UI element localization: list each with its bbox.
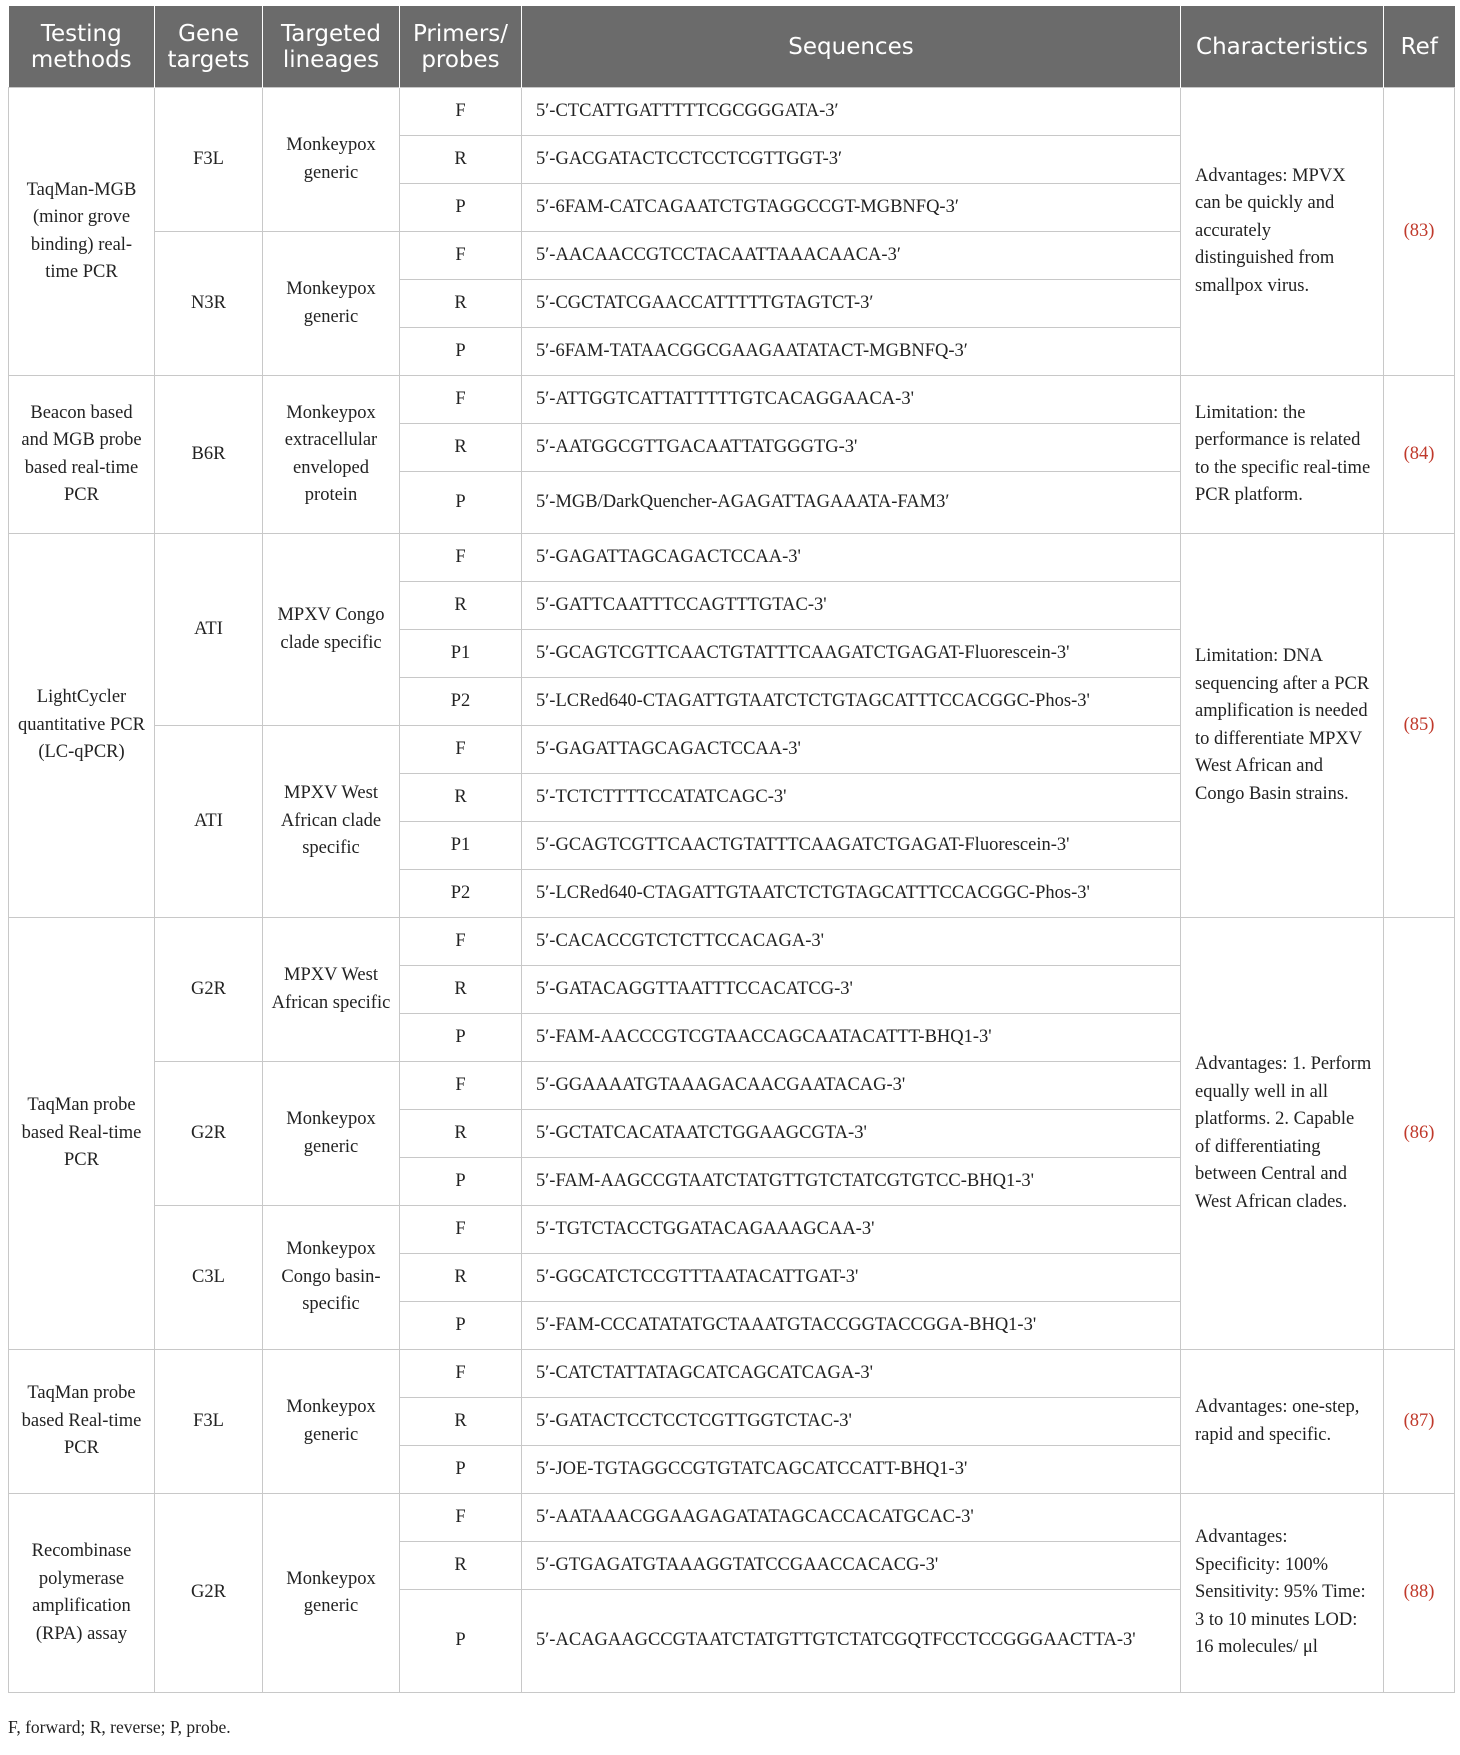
sequence-cell: 5′-FAM-AAGCCGTAATCTATGTTGTCTATCGTGTCC-BHQ1-3' <box>522 1158 1181 1206</box>
sequence-cell: 5′-GCTATCACATAATCTGGAAGCGTA-3' <box>522 1110 1181 1158</box>
table-row <box>9 918 1455 966</box>
gene-target-cell: C3L <box>155 1206 263 1350</box>
testing-method-cell: TaqMan probe based Real-time PCR <box>9 918 155 1350</box>
table-footnote: F, forward; R, reverse; P, probe. <box>8 1717 231 1737</box>
header-sequences: Sequences <box>522 6 1181 88</box>
primer-label-cell: P1 <box>400 822 522 870</box>
gene-target-cell: ATI <box>155 534 263 726</box>
primer-label-cell: P2 <box>400 678 522 726</box>
primer-label-cell: F <box>400 534 522 582</box>
reference-link[interactable]: (83) <box>1384 88 1455 376</box>
header-testing-methods: Testing methods <box>9 6 155 88</box>
primer-label-cell: R <box>400 1110 522 1158</box>
primer-label-cell: R <box>400 424 522 472</box>
primer-label-cell: F <box>400 1062 522 1110</box>
sequence-cell: 5′-GATACTCCTCCTCGTTGGTCTAC-3' <box>522 1398 1181 1446</box>
table-row <box>9 88 1455 136</box>
sequence-cell: 5′-ATTGGTCATTATTTTTGTCACAGGAACA-3' <box>522 376 1181 424</box>
sequence-cell: 5′-AACAACCGTCCTACAATTAAACAACA-3′ <box>522 232 1181 280</box>
characteristics-cell: Limitation: DNA sequencing after a PCR amplification is needed to differentiate MPXV West African and Congo Basin strains. <box>1181 534 1384 918</box>
primer-label-cell: R <box>400 1398 522 1446</box>
primer-label-cell: P2 <box>400 870 522 918</box>
sequence-cell: 5′-CACACCGTCTCTTCCACAGA-3' <box>522 918 1181 966</box>
gene-target-cell: G2R <box>155 918 263 1062</box>
primer-label-cell: P <box>400 1302 522 1350</box>
primer-label-cell: R <box>400 136 522 184</box>
header-ref: Ref <box>1384 6 1455 88</box>
primer-label-cell: F <box>400 918 522 966</box>
sequence-cell: 5′-GAGATTAGCAGACTCCAA-3' <box>522 726 1181 774</box>
gene-target-cell: G2R <box>155 1062 263 1206</box>
sequence-cell: 5′-LCRed640-CTAGATTGTAATCTCTGTAGCATTTCCACGGC-Phos-3' <box>522 870 1181 918</box>
header-primers-probes: Primers/ probes <box>400 6 522 88</box>
primer-label-cell: P <box>400 1590 522 1693</box>
lineage-cell: Monkeypox generic <box>263 1494 400 1693</box>
characteristics-cell: Advantages: one-step, rapid and specific. <box>1181 1350 1384 1494</box>
lineage-cell: Monkeypox generic <box>263 232 400 376</box>
testing-method-cell: TaqMan probe based Real-time PCR <box>9 1350 155 1494</box>
sequence-cell: 5′-6FAM-TATAACGGCGAAGAATATACT-MGBNFQ-3′ <box>522 328 1181 376</box>
sequence-cell: 5′-JOE-TGTAGGCCGTGTATCAGCATCCATT-BHQ1-3' <box>522 1446 1181 1494</box>
testing-method-cell: TaqMan-MGB (minor grove binding) real-time PCR <box>9 88 155 376</box>
sequence-cell: 5′-GTGAGATGTAAAGGTATCCGAACCACACG-3' <box>522 1542 1181 1590</box>
sequence-cell: 5′-GATTCAATTTCCAGTTTGTAC-3' <box>522 582 1181 630</box>
primer-label-cell: F <box>400 1494 522 1542</box>
sequence-cell: 5′-TCTCTTTTCCATATCAGC-3' <box>522 774 1181 822</box>
lineage-cell: Monkeypox generic <box>263 88 400 232</box>
primer-label-cell: R <box>400 774 522 822</box>
table-row <box>9 376 1455 424</box>
sequence-cell: 5′-ACAGAAGCCGTAATCTATGTTGTCTATCGQTFCCTCCGGGAACTTA-3' <box>522 1590 1181 1693</box>
table-row <box>9 534 1455 582</box>
primer-probe-table <box>8 6 1455 1693</box>
reference-link[interactable]: (85) <box>1384 534 1455 918</box>
header-targeted-lineages: Targeted lineages <box>263 6 400 88</box>
primer-label-cell: R <box>400 1254 522 1302</box>
header-characteristics: Characteristics <box>1181 6 1384 88</box>
sequence-cell: 5′-GAGATTAGCAGACTCCAA-3' <box>522 534 1181 582</box>
sequence-cell: 5′-GCAGTCGTTCAACTGTATTTCAAGATCTGAGAT-Fluorescein-3' <box>522 822 1181 870</box>
primer-label-cell: P <box>400 328 522 376</box>
characteristics-cell: Advantages: MPVX can be quickly and accurately distinguished from smallpox virus. <box>1181 88 1384 376</box>
lineage-cell: Monkeypox generic <box>263 1350 400 1494</box>
reference-link[interactable]: (88) <box>1384 1494 1455 1693</box>
primer-table-container <box>8 6 1454 1693</box>
gene-target-cell: F3L <box>155 88 263 232</box>
primer-label-cell: P <box>400 1446 522 1494</box>
sequence-cell: 5′-LCRed640-CTAGATTGTAATCTCTGTAGCATTTCCACGGC-Phos-3' <box>522 678 1181 726</box>
gene-target-cell: B6R <box>155 376 263 534</box>
lineage-cell: MPXV Congo clade specific <box>263 534 400 726</box>
characteristics-cell: Advantages: Specificity: 100% Sensitivity: 95% Time: 3 to 10 minutes LOD: 16 molecules/ μl <box>1181 1494 1384 1693</box>
sequence-cell: 5′-FAM-AACCCGTCGTAACCAGCAATACATTT-BHQ1-3' <box>522 1014 1181 1062</box>
table-row <box>9 1494 1455 1542</box>
reference-link[interactable]: (86) <box>1384 918 1455 1350</box>
primer-label-cell: F <box>400 232 522 280</box>
sequence-cell: 5′-GCAGTCGTTCAACTGTATTTCAAGATCTGAGAT-Fluorescein-3' <box>522 630 1181 678</box>
lineage-cell: MPXV West African specific <box>263 918 400 1062</box>
sequence-cell: 5′-CGCTATCGAACCATTTTTGTAGTCT-3′ <box>522 280 1181 328</box>
primer-label-cell: R <box>400 1542 522 1590</box>
sequence-cell: 5′-FAM-CCCATATATGCTAAATGTACCGGTACCGGA-BHQ1-3' <box>522 1302 1181 1350</box>
testing-method-cell: LightCycler quantitative PCR (LC-qPCR) <box>9 534 155 918</box>
primer-label-cell: F <box>400 1206 522 1254</box>
sequence-cell: 5′-GACGATACTCCTCCTCGTTGGT-3′ <box>522 136 1181 184</box>
primer-label-cell: R <box>400 582 522 630</box>
primer-label-cell: R <box>400 966 522 1014</box>
reference-link[interactable]: (84) <box>1384 376 1455 534</box>
primer-label-cell: P1 <box>400 630 522 678</box>
primer-label-cell: F <box>400 376 522 424</box>
sequence-cell: 5′-6FAM-CATCAGAATCTGTAGGCCGT-MGBNFQ-3′ <box>522 184 1181 232</box>
primer-label-cell: F <box>400 726 522 774</box>
gene-target-cell: G2R <box>155 1494 263 1693</box>
reference-link[interactable]: (87) <box>1384 1350 1455 1494</box>
primer-label-cell: P <box>400 1014 522 1062</box>
primer-label-cell: F <box>400 88 522 136</box>
header-gene-targets: Gene targets <box>155 6 263 88</box>
table-row <box>9 1350 1455 1398</box>
lineage-cell: Monkeypox Congo basin-specific <box>263 1206 400 1350</box>
primer-label-cell: F <box>400 1350 522 1398</box>
sequence-cell: 5′-MGB/DarkQuencher-AGAGATTAGAAATA-FAM3′ <box>522 472 1181 534</box>
lineage-cell: Monkeypox extracellular enveloped protein <box>263 376 400 534</box>
sequence-cell: 5′-CTCATTGATTTTTCGCGGGATA-3′ <box>522 88 1181 136</box>
gene-target-cell: N3R <box>155 232 263 376</box>
gene-target-cell: F3L <box>155 1350 263 1494</box>
primer-label-cell: P <box>400 1158 522 1206</box>
header-row <box>9 6 1455 88</box>
sequence-cell: 5′-GATACAGGTTAATTTCCACATCG-3' <box>522 966 1181 1014</box>
characteristics-cell: Advantages: 1. Perform equally well in all platforms. 2. Capable of differentiating between Central and West African clades. <box>1181 918 1384 1350</box>
sequence-cell: 5′-GGCATCTCCGTTTAATACATTGAT-3' <box>522 1254 1181 1302</box>
primer-label-cell: R <box>400 280 522 328</box>
primer-label-cell: P <box>400 184 522 232</box>
lineage-cell: Monkeypox generic <box>263 1062 400 1206</box>
primer-label-cell: P <box>400 472 522 534</box>
gene-target-cell: ATI <box>155 726 263 918</box>
sequence-cell: 5′-GGAAAATGTAAAGACAACGAATACAG-3' <box>522 1062 1181 1110</box>
sequence-cell: 5′-AATGGCGTTGACAATTATGGGTG-3' <box>522 424 1181 472</box>
testing-method-cell: Recombinase polymerase amplification (RPA) assay <box>9 1494 155 1693</box>
testing-method-cell: Beacon based and MGB probe based real-time PCR <box>9 376 155 534</box>
sequence-cell: 5′-CATCTATTATAGCATCAGCATCAGA-3' <box>522 1350 1181 1398</box>
sequence-cell: 5′-AATAAACGGAAGAGATATAGCACCACATGCAC-3' <box>522 1494 1181 1542</box>
characteristics-cell: Limitation: the performance is related to the specific real-time PCR platform. <box>1181 376 1384 534</box>
sequence-cell: 5′-TGTCTACCTGGATACAGAAAGCAA-3' <box>522 1206 1181 1254</box>
lineage-cell: MPXV West African clade specific <box>263 726 400 918</box>
